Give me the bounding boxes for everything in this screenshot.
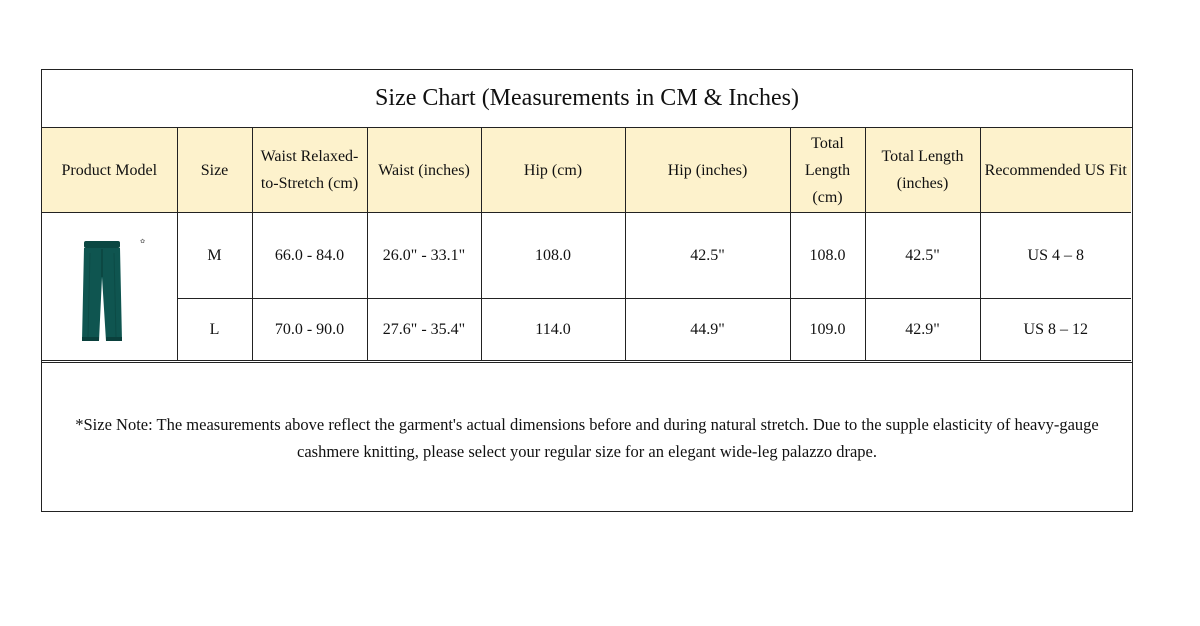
header-waist-cm: Waist Relaxed-to-Stretch (cm) (252, 128, 367, 213)
waist-cm-cell: 70.0 - 90.0 (252, 299, 367, 361)
size-cell: L (177, 299, 252, 361)
waist-cm-cell: 66.0 - 84.0 (252, 213, 367, 299)
table-header-row (42, 128, 1131, 213)
header-size: Size (177, 128, 252, 213)
size-chart (41, 69, 1133, 512)
hip-inches-cell: 44.9" (625, 299, 790, 361)
table-row (42, 213, 1131, 299)
svg-text:✿: ✿ (140, 238, 146, 245)
table-row (42, 299, 1131, 361)
header-waist-inches: Waist (inches) (367, 128, 481, 213)
size-cell: M (177, 213, 252, 299)
total-length-cm-cell: 108.0 (790, 213, 865, 299)
waist-inches-cell: 26.0" - 33.1" (367, 213, 481, 299)
header-hip-cm: Hip (cm) (481, 128, 625, 213)
recommended-fit-cell: US 8 – 12 (980, 299, 1131, 361)
waist-inches-cell: 27.6" - 35.4" (367, 299, 481, 361)
wide-leg-pants-icon (80, 237, 150, 349)
header-recommended-fit: Recommended US Fit (980, 128, 1131, 213)
header-total-length-inches: Total Length (inches) (865, 128, 980, 213)
hip-cm-cell: 108.0 (481, 213, 625, 299)
header-hip-inches: Hip (inches) (625, 128, 790, 213)
size-note (42, 362, 1132, 512)
hip-cm-cell: 114.0 (481, 299, 625, 361)
size-table (42, 127, 1131, 361)
header-total-length-cm: Total Length (cm) (790, 128, 865, 213)
hip-inches-cell: 42.5" (625, 213, 790, 299)
product-image-cell (42, 213, 177, 361)
recommended-fit-cell: US 4 – 8 (980, 213, 1131, 299)
total-length-inches-cell: 42.9" (865, 299, 980, 361)
total-length-cm-cell: 109.0 (790, 299, 865, 361)
header-product-model: Product Model (42, 128, 177, 213)
size-note-text: *Size Note: The measurements above reflect the garment's actual dimensions before and during natural stretch. Due to the supple elasticity of heavy-gauge cashmere knitting, please select your regular size for an elegant wide-leg palazzo drape. (75, 414, 1099, 461)
chart-title: Size Chart (Measurements in CM & Inches) (42, 70, 1132, 128)
total-length-inches-cell: 42.5" (865, 213, 980, 299)
